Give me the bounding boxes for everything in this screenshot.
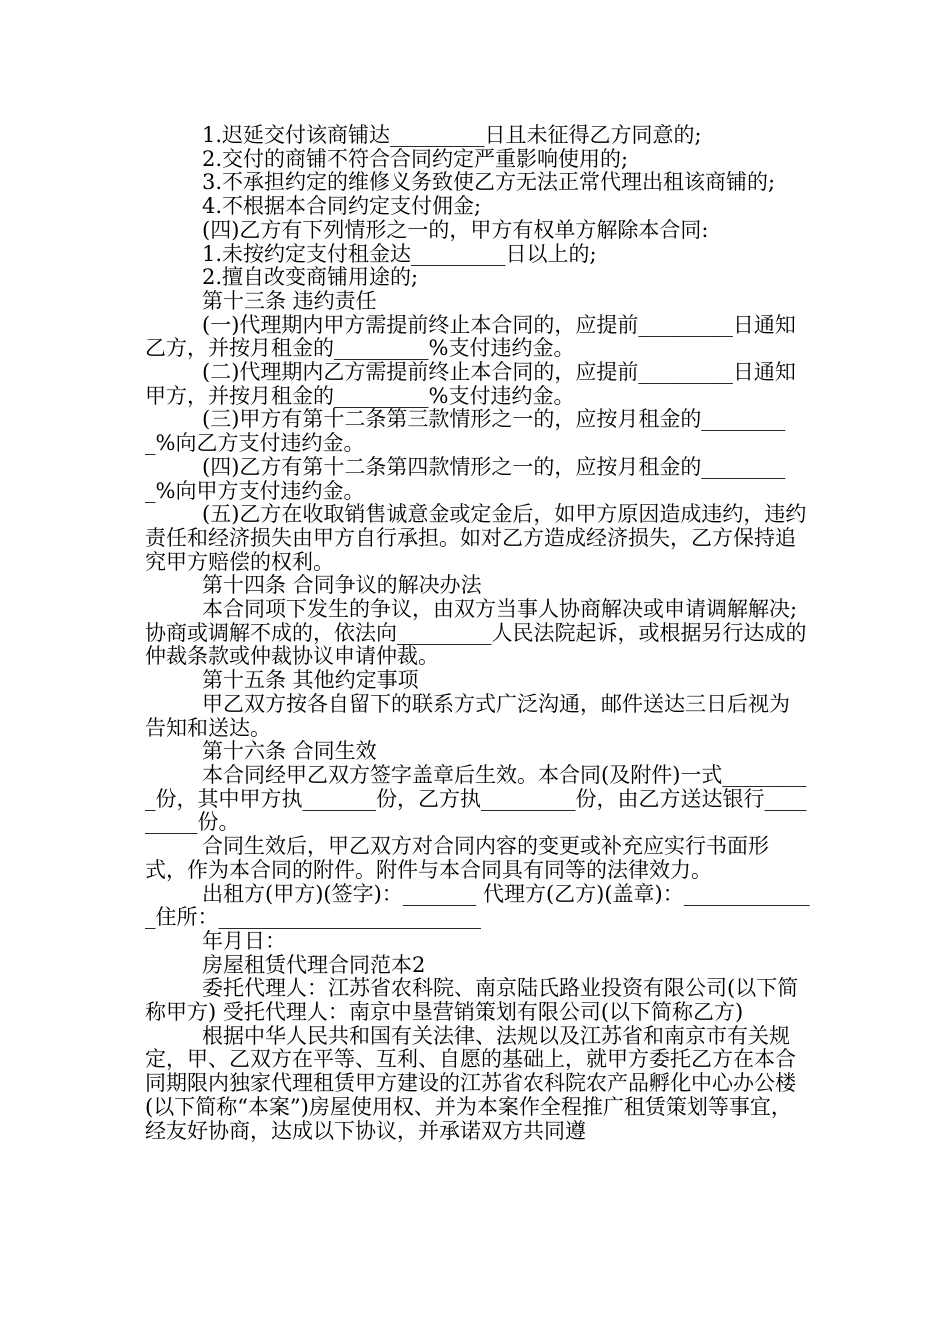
clause-item: (四)乙方有下列情形之一的，甲方有权单方解除本合同: <box>202 217 709 242</box>
document-body <box>145 124 810 1143</box>
clause-item: 4.不根据本合同约定支付佣金; <box>202 194 482 219</box>
body-paragraph: 根据中华人民共和国有关法律、法规以及江苏省和南京市有关规定，甲、乙双方在平等、互利、自愿的基础上，就甲方委托乙方在本合同期限内独家代理租赁甲方建设的江苏省农科院农产品孵化中心办公楼(以下简称“本案”)房屋使用权、并为本案作全程推广租赁策划等事宜，经友好协商，达成以下协议，并承诺双方共同遵 <box>145 1023 796 1143</box>
clause-item: 2.擅自改变商铺用途的; <box>202 265 419 290</box>
body-paragraph: 甲乙双方按各自留下的联系方式广泛沟通，邮件送达三日后视为告知和送达。 <box>145 691 790 740</box>
date-line: 年月日： <box>202 928 286 953</box>
clause-item: (一)代理期内甲方需提前终止本合同的，应提前_________日通知乙方，并按月租金的_________%支付违约金。 <box>145 312 796 361</box>
body-paragraph: 本合同经甲乙双方签字盖章后生效。本合同(及附件)一式_________份，其中甲方执_______份，乙方执_________份，由乙方送达银行_________份。 <box>145 762 807 835</box>
article-heading: 第十六条 合同生效 <box>202 739 377 764</box>
article-heading: 第十四条 合同争议的解决办法 <box>202 573 482 598</box>
signature-line: 出租方(甲方)(签字)：_______ 代理方(乙方)(盖章)：_____________住所：_________________________ <box>145 881 810 930</box>
clause-item: 2.交付的商铺不符合合同约定严重影响使用的; <box>202 146 629 171</box>
article-heading: 第十五条 其他约定事项 <box>202 668 419 693</box>
clause-item: (三)甲方有第十二条第三款情形之一的，应按月租金的_________%向乙方支付违约金。 <box>145 407 786 456</box>
clause-item: (二)代理期内乙方需提前终止本合同的，应提前_________日通知甲方，并按月租金的_________%支付违约金。 <box>145 360 796 408</box>
clause-item: 3.不承担约定的维修义务致使乙方无法正常代理出租该商铺的; <box>202 170 776 195</box>
article-heading: 第十三条 违约责任 <box>202 288 377 313</box>
section-title: 房屋租赁代理合同范本2 <box>202 952 426 977</box>
clause-item: 1.迟延交付该商铺达_________日且未征得乙方同意的; <box>202 123 702 147</box>
parties-paragraph: 委托代理人：江苏省农科院、南京陆氏路业投资有限公司(以下简称甲方) 受托代理人：南京中垦营销策划有限公司(以下简称乙方) <box>145 976 799 1025</box>
clause-item: (五)乙方在收取销售诚意金或定金后，如甲方原因造成违约，违约责任和经济损失由甲方自行承担。如对乙方造成经济损失，乙方保持追究甲方赔偿的权利。 <box>145 502 807 574</box>
body-paragraph: 合同生效后，甲乙双方对合同内容的变更或补充应实行书面形式，作为本合同的附件。附件与本合同具有同等的法律效力。 <box>145 834 769 882</box>
clause-item: (四)乙方有第十二条第四款情形之一的，应按月租金的_________%向甲方支付违约金。 <box>145 454 786 503</box>
clause-item: 1.未按约定支付租金达_________日以上的; <box>202 241 597 266</box>
body-paragraph: 本合同项下发生的争议，由双方当事人协商解决或申请调解解决;协商或调解不成的，依法向_________人民法院起诉，或根据另行达成的仲裁条款或仲裁协议申请仲裁。 <box>145 597 807 669</box>
